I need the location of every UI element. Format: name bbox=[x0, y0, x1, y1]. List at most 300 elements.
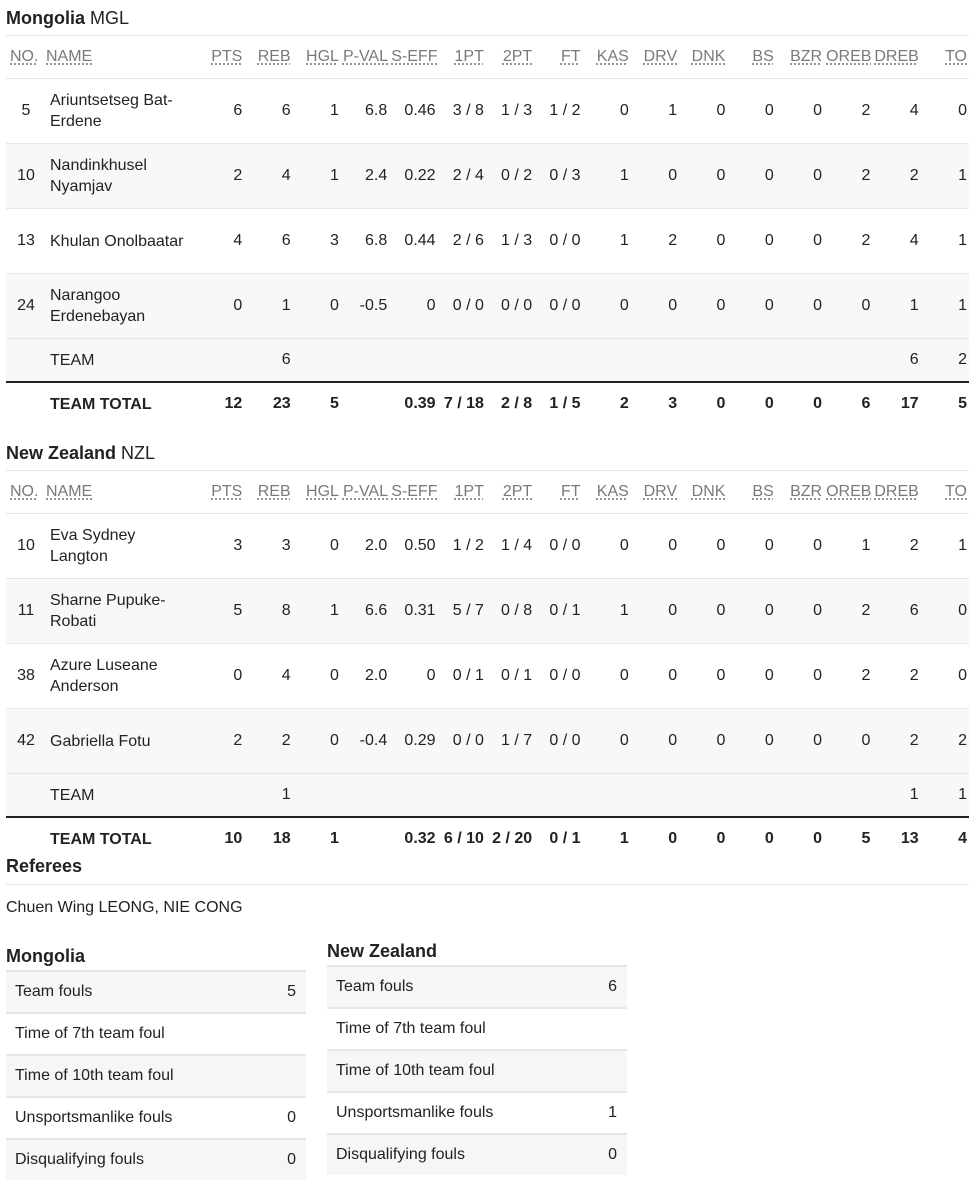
stat-cell: 0 bbox=[824, 274, 872, 339]
stat-cell: 6 bbox=[872, 339, 920, 383]
stat-cell: 2 / 20 bbox=[486, 817, 534, 860]
foul-row bbox=[327, 1049, 627, 1091]
stat-cell: 2 bbox=[824, 144, 872, 209]
fouls-mongolia bbox=[6, 946, 306, 1180]
stat-cell: 0 bbox=[824, 709, 872, 774]
stat-cell: 5 bbox=[921, 382, 969, 425]
stat-cell: 0 / 0 bbox=[486, 274, 534, 339]
stat-cell: 0 bbox=[389, 644, 437, 709]
stat-cell: 0 bbox=[679, 514, 727, 579]
stat-cell: 1 bbox=[293, 817, 341, 860]
stat-cell: 2 bbox=[196, 144, 244, 209]
column-header-label: BZR bbox=[790, 48, 823, 65]
stat-cell: 0 bbox=[293, 514, 341, 579]
stat-cell: 3 / 8 bbox=[438, 79, 486, 144]
column-header-drv[interactable] bbox=[631, 471, 679, 514]
stat-cell: 0 bbox=[776, 817, 824, 860]
stat-cell: 7 / 18 bbox=[438, 382, 486, 425]
stat-cell: 0.32 bbox=[389, 817, 437, 860]
foul-label: Time of 10th team foul bbox=[15, 1067, 174, 1084]
column-header-ft[interactable] bbox=[534, 471, 582, 514]
foul-row bbox=[327, 965, 627, 1007]
column-header-label: KAS bbox=[596, 483, 629, 500]
stat-cell: 0 bbox=[776, 144, 824, 209]
boxscore-table-new-zealand bbox=[6, 470, 969, 860]
column-header-label: NO. bbox=[10, 483, 39, 500]
column-header-dreb[interactable] bbox=[872, 471, 920, 514]
stat-cell: 6.8 bbox=[341, 79, 389, 144]
foul-row bbox=[327, 1133, 627, 1175]
stat-cell: 6 bbox=[872, 579, 920, 644]
stat-cell: 1 bbox=[583, 579, 631, 644]
stat-cell: 0 bbox=[727, 144, 775, 209]
team-heading-mongolia bbox=[6, 7, 129, 29]
column-header-pts[interactable] bbox=[196, 36, 244, 79]
column-header-dnk[interactable] bbox=[679, 471, 727, 514]
stat-cell: 3 bbox=[196, 514, 244, 579]
team-total-row bbox=[6, 382, 969, 425]
column-header-name[interactable] bbox=[44, 36, 196, 79]
stat-cell bbox=[486, 774, 534, 818]
stat-cell: 0 bbox=[727, 644, 775, 709]
stat-cell: 6 bbox=[244, 209, 292, 274]
foul-value: 0 bbox=[287, 1109, 296, 1126]
stat-cell bbox=[679, 339, 727, 383]
column-header-label: TO bbox=[945, 483, 967, 500]
foul-label: Unsportsmanlike fouls bbox=[15, 1109, 173, 1126]
stat-cell: 0 bbox=[196, 644, 244, 709]
column-header-label: HGL bbox=[306, 483, 339, 500]
column-header-bzr[interactable] bbox=[776, 36, 824, 79]
stat-cell bbox=[486, 339, 534, 383]
team-row bbox=[6, 774, 969, 818]
stat-cell: 0 bbox=[196, 274, 244, 339]
foul-row bbox=[327, 1007, 627, 1049]
stat-cell: 0 / 0 bbox=[534, 709, 582, 774]
stat-cell: 0 bbox=[389, 274, 437, 339]
stat-cell bbox=[534, 774, 582, 818]
stat-cell: 0 bbox=[631, 817, 679, 860]
player-row bbox=[6, 709, 969, 774]
foul-label: Team fouls bbox=[336, 978, 414, 995]
stat-cell: 2 bbox=[824, 579, 872, 644]
stat-cell: 0 bbox=[727, 817, 775, 860]
stat-cell: 0 bbox=[679, 709, 727, 774]
stat-cell: 0 bbox=[727, 79, 775, 144]
boxscore-table-mongolia bbox=[6, 35, 969, 425]
stat-cell: 6 bbox=[244, 339, 292, 383]
foul-row bbox=[327, 1091, 627, 1133]
stat-cell: 1 bbox=[631, 79, 679, 144]
stat-cell: 0 bbox=[631, 709, 679, 774]
player-number: 10 bbox=[6, 144, 44, 209]
column-header-pts[interactable] bbox=[196, 471, 244, 514]
stat-cell bbox=[679, 774, 727, 818]
team-name: Mongolia bbox=[6, 8, 85, 28]
stat-cell: 17 bbox=[872, 382, 920, 425]
stat-cell: 1 bbox=[824, 514, 872, 579]
foul-row bbox=[6, 1138, 306, 1180]
stat-cell: 1 / 4 bbox=[486, 514, 534, 579]
foul-row bbox=[6, 970, 306, 1012]
stat-cell: 0 bbox=[293, 644, 341, 709]
player-name[interactable]: Nandinkhusel Nyamjav bbox=[44, 144, 196, 209]
stat-cell bbox=[341, 817, 389, 860]
stat-cell: 4 bbox=[872, 209, 920, 274]
stat-cell: 0 bbox=[776, 274, 824, 339]
stat-cell: 0 bbox=[631, 579, 679, 644]
stat-cell: 3 bbox=[244, 514, 292, 579]
column-header-seff[interactable] bbox=[389, 36, 437, 79]
stat-cell bbox=[293, 339, 341, 383]
stat-cell bbox=[293, 774, 341, 818]
stat-cell bbox=[389, 774, 437, 818]
stat-cell: 0 bbox=[727, 709, 775, 774]
column-header-label: NAME bbox=[46, 483, 93, 500]
stat-cell: 2.4 bbox=[341, 144, 389, 209]
foul-label: Unsportsmanlike fouls bbox=[336, 1104, 494, 1121]
stat-cell: 4 bbox=[921, 817, 969, 860]
column-header-ft[interactable] bbox=[534, 36, 582, 79]
stat-cell: 1 / 2 bbox=[534, 79, 582, 144]
column-header-hgl[interactable] bbox=[293, 36, 341, 79]
stat-cell: 0 bbox=[583, 79, 631, 144]
foul-value: 0 bbox=[287, 1151, 296, 1168]
foul-row bbox=[6, 1012, 306, 1054]
stat-cell bbox=[583, 774, 631, 818]
column-header-label: 1PT bbox=[454, 483, 484, 500]
stat-cell: 0 bbox=[679, 79, 727, 144]
stat-cell: 0 bbox=[293, 709, 341, 774]
foul-label: Time of 7th team foul bbox=[15, 1025, 165, 1042]
stat-cell: 0 / 0 bbox=[534, 644, 582, 709]
stat-cell: 23 bbox=[244, 382, 292, 425]
stat-cell: 2.0 bbox=[341, 644, 389, 709]
stat-cell: 0 bbox=[631, 644, 679, 709]
stat-cell: 0 bbox=[631, 144, 679, 209]
team-row-label: TEAM bbox=[44, 339, 196, 383]
stat-cell: 0 / 8 bbox=[486, 579, 534, 644]
stat-cell: 1 bbox=[293, 579, 341, 644]
stat-cell: 2 bbox=[824, 209, 872, 274]
column-header-label: NAME bbox=[46, 48, 93, 65]
stat-cell: 6.6 bbox=[341, 579, 389, 644]
player-number: 42 bbox=[6, 709, 44, 774]
column-header-reb[interactable] bbox=[244, 36, 292, 79]
column-header-label: BZR bbox=[790, 483, 823, 500]
stat-cell: 0 / 2 bbox=[486, 144, 534, 209]
column-header-kas[interactable] bbox=[583, 471, 631, 514]
stat-cell: 0 bbox=[921, 79, 969, 144]
stat-cell: 2 / 6 bbox=[438, 209, 486, 274]
stat-cell: 0 bbox=[679, 382, 727, 425]
foul-label: Disqualifying fouls bbox=[15, 1151, 144, 1168]
stat-cell: 0 bbox=[776, 644, 824, 709]
stat-cell: 1 / 5 bbox=[534, 382, 582, 425]
stat-cell bbox=[196, 774, 244, 818]
stat-cell: 2 bbox=[631, 209, 679, 274]
player-name[interactable]: Azure Luseane Anderson bbox=[44, 644, 196, 709]
column-header-label: OREB bbox=[826, 48, 872, 65]
stat-cell: 0 bbox=[776, 514, 824, 579]
player-row bbox=[6, 514, 969, 579]
stat-cell: 1 bbox=[293, 79, 341, 144]
column-header-bzr[interactable] bbox=[776, 471, 824, 514]
stat-cell: 0 bbox=[776, 209, 824, 274]
column-header-to[interactable] bbox=[921, 36, 969, 79]
stat-cell bbox=[727, 339, 775, 383]
stat-cell bbox=[824, 339, 872, 383]
column-header-label: OREB bbox=[826, 483, 872, 500]
column-header-no[interactable] bbox=[6, 36, 44, 79]
column-header-reb[interactable] bbox=[244, 471, 292, 514]
column-header-bs[interactable] bbox=[727, 471, 775, 514]
column-header-2pt[interactable] bbox=[486, 471, 534, 514]
player-name[interactable]: Narangoo Erdenebayan bbox=[44, 274, 196, 339]
stat-cell: 0 bbox=[727, 209, 775, 274]
foul-value: 5 bbox=[287, 983, 296, 1000]
header-row bbox=[6, 36, 969, 79]
team-row-spacer bbox=[6, 339, 44, 383]
stat-cell: 0 bbox=[631, 274, 679, 339]
player-row bbox=[6, 144, 969, 209]
stat-cell: 0 bbox=[776, 709, 824, 774]
player-name[interactable]: Eva Sydney Langton bbox=[44, 514, 196, 579]
column-header-dnk[interactable] bbox=[679, 36, 727, 79]
stat-cell bbox=[824, 774, 872, 818]
player-name[interactable]: Khulan Onolbaatar bbox=[44, 209, 196, 274]
column-header-label: 2PT bbox=[502, 483, 533, 500]
stat-cell: 1 bbox=[583, 209, 631, 274]
referees-divider bbox=[6, 884, 969, 885]
stat-cell: 0 bbox=[679, 209, 727, 274]
stat-cell: 1 bbox=[921, 209, 969, 274]
column-header-drv[interactable] bbox=[631, 36, 679, 79]
stat-cell bbox=[631, 774, 679, 818]
stat-cell: 0 bbox=[583, 514, 631, 579]
stat-cell: 6 bbox=[196, 79, 244, 144]
stat-cell bbox=[438, 339, 486, 383]
stat-cell bbox=[776, 774, 824, 818]
player-row bbox=[6, 579, 969, 644]
column-header-label: DREB bbox=[874, 48, 919, 65]
column-header-label: DRV bbox=[643, 483, 678, 500]
stat-cell: 0.46 bbox=[389, 79, 437, 144]
stat-cell: 0.44 bbox=[389, 209, 437, 274]
column-header-label: REB bbox=[257, 483, 291, 500]
column-header-label: DNK bbox=[691, 48, 726, 65]
foul-label: Team fouls bbox=[15, 983, 93, 1000]
stat-cell: 5 bbox=[196, 579, 244, 644]
team-heading-new-zealand bbox=[6, 442, 155, 464]
stat-cell: 0 bbox=[679, 274, 727, 339]
foul-row bbox=[6, 1096, 306, 1138]
team-name: New Zealand bbox=[6, 443, 117, 463]
column-header-bs[interactable] bbox=[727, 36, 775, 79]
column-header-label: KAS bbox=[596, 48, 629, 65]
team-total-label: TEAM TOTAL bbox=[44, 382, 196, 425]
column-header-label: S-EFF bbox=[391, 483, 438, 500]
stat-cell: 0 / 0 bbox=[438, 709, 486, 774]
stat-cell: 0 / 0 bbox=[438, 274, 486, 339]
stat-cell: 0 bbox=[921, 644, 969, 709]
column-header-label: FT bbox=[560, 48, 581, 65]
stat-cell: 10 bbox=[196, 817, 244, 860]
player-name[interactable]: Sharne Pupuke-Robati bbox=[44, 579, 196, 644]
foul-row bbox=[6, 1054, 306, 1096]
stat-cell: 0 bbox=[679, 579, 727, 644]
stat-cell: 0 bbox=[631, 514, 679, 579]
stat-cell: 0.31 bbox=[389, 579, 437, 644]
stat-cell bbox=[776, 339, 824, 383]
stat-cell: 0 / 0 bbox=[534, 274, 582, 339]
stat-cell: 0.39 bbox=[389, 382, 437, 425]
stat-cell: 1 / 7 bbox=[486, 709, 534, 774]
stat-cell: 6 bbox=[244, 79, 292, 144]
column-header-oreb[interactable] bbox=[824, 36, 872, 79]
stat-cell: 0 bbox=[293, 274, 341, 339]
column-header-1pt[interactable] bbox=[438, 36, 486, 79]
stat-cell: 2 bbox=[921, 339, 969, 383]
fouls-new-zealand bbox=[327, 941, 627, 1175]
stat-cell: 2 bbox=[872, 144, 920, 209]
stat-cell: 0 / 1 bbox=[438, 644, 486, 709]
stat-cell: 1 / 3 bbox=[486, 209, 534, 274]
team-code: NZL bbox=[121, 443, 156, 463]
referees-title: Referees bbox=[6, 856, 83, 876]
column-header-label: BS bbox=[752, 483, 774, 500]
stat-cell: 2 bbox=[583, 382, 631, 425]
stat-cell: 2 bbox=[921, 709, 969, 774]
column-header-label: S-EFF bbox=[391, 48, 438, 65]
stat-cell: 2 bbox=[872, 644, 920, 709]
column-header-label: P-VAL bbox=[342, 48, 388, 65]
column-header-pval[interactable] bbox=[341, 471, 389, 514]
stat-cell: 0 bbox=[776, 79, 824, 144]
stat-cell: 0.50 bbox=[389, 514, 437, 579]
stat-cell: -0.4 bbox=[341, 709, 389, 774]
column-header-label: PTS bbox=[211, 48, 243, 65]
column-header-kas[interactable] bbox=[583, 36, 631, 79]
column-header-pval[interactable] bbox=[341, 36, 389, 79]
column-header-label: PTS bbox=[211, 483, 243, 500]
stat-cell: 1 bbox=[244, 774, 292, 818]
column-header-label: BS bbox=[752, 48, 774, 65]
column-header-oreb[interactable] bbox=[824, 471, 872, 514]
column-header-label: DNK bbox=[691, 483, 726, 500]
stat-cell: 6 / 10 bbox=[438, 817, 486, 860]
stat-cell bbox=[341, 339, 389, 383]
stat-cell: 1 bbox=[583, 144, 631, 209]
stat-cell: 1 bbox=[872, 274, 920, 339]
total-row-spacer bbox=[6, 817, 44, 860]
column-header-label: REB bbox=[257, 48, 291, 65]
column-header-label: 1PT bbox=[454, 48, 484, 65]
column-header-label: FT bbox=[560, 483, 581, 500]
column-header-name[interactable] bbox=[44, 471, 196, 514]
column-header-hgl[interactable] bbox=[293, 471, 341, 514]
fouls-team-title: Mongolia bbox=[6, 946, 85, 966]
stat-cell: 3 bbox=[293, 209, 341, 274]
stat-cell: 0 / 1 bbox=[534, 817, 582, 860]
player-number: 24 bbox=[6, 274, 44, 339]
column-header-label: DREB bbox=[874, 483, 919, 500]
stat-cell: 1 bbox=[921, 274, 969, 339]
player-name[interactable]: Gabriella Fotu bbox=[44, 709, 196, 774]
stat-cell: 2 / 8 bbox=[486, 382, 534, 425]
column-header-2pt[interactable] bbox=[486, 36, 534, 79]
column-header-no[interactable] bbox=[6, 471, 44, 514]
stat-cell: 0 bbox=[776, 579, 824, 644]
stat-cell bbox=[583, 339, 631, 383]
stat-cell: 5 bbox=[293, 382, 341, 425]
stat-cell: 0 bbox=[921, 579, 969, 644]
player-number: 11 bbox=[6, 579, 44, 644]
stat-cell: 5 bbox=[824, 817, 872, 860]
stat-cell: 0 bbox=[727, 382, 775, 425]
column-header-1pt[interactable] bbox=[438, 471, 486, 514]
stat-cell bbox=[631, 339, 679, 383]
column-header-dreb[interactable] bbox=[872, 36, 920, 79]
stat-cell: 6 bbox=[824, 382, 872, 425]
team-row-spacer bbox=[6, 774, 44, 818]
team-row-label: TEAM bbox=[44, 774, 196, 818]
player-number: 13 bbox=[6, 209, 44, 274]
player-name[interactable]: Ariuntsetseg Bat-Erdene bbox=[44, 79, 196, 144]
column-header-to[interactable] bbox=[921, 471, 969, 514]
stat-cell: 0 bbox=[679, 817, 727, 860]
foul-value: 6 bbox=[608, 978, 617, 995]
stat-cell: 4 bbox=[872, 79, 920, 144]
stat-cell: 2 bbox=[824, 79, 872, 144]
stat-cell: 0 / 0 bbox=[534, 514, 582, 579]
stat-cell: 0.22 bbox=[389, 144, 437, 209]
foul-value: 0 bbox=[608, 1146, 617, 1163]
stat-cell: 3 bbox=[631, 382, 679, 425]
stat-cell: 0 bbox=[727, 514, 775, 579]
column-header-seff[interactable] bbox=[389, 471, 437, 514]
stat-cell: 0 bbox=[776, 382, 824, 425]
stat-cell: 1 bbox=[872, 774, 920, 818]
stat-cell: 0 bbox=[727, 579, 775, 644]
column-header-label: NO. bbox=[10, 48, 39, 65]
fouls-team-title: New Zealand bbox=[327, 941, 438, 961]
referees-names: Chuen Wing LEONG, NIE CONG bbox=[6, 899, 243, 916]
team-code: MGL bbox=[90, 8, 130, 28]
stat-cell bbox=[438, 774, 486, 818]
stat-cell: 2 bbox=[244, 709, 292, 774]
stat-cell: 2.0 bbox=[341, 514, 389, 579]
stat-cell bbox=[727, 774, 775, 818]
foul-value: 1 bbox=[608, 1104, 617, 1121]
player-number: 5 bbox=[6, 79, 44, 144]
stat-cell: 8 bbox=[244, 579, 292, 644]
stat-cell: 12 bbox=[196, 382, 244, 425]
stat-cell: 0 bbox=[583, 709, 631, 774]
stat-cell: 18 bbox=[244, 817, 292, 860]
column-header-label: P-VAL bbox=[342, 483, 388, 500]
stat-cell: -0.5 bbox=[341, 274, 389, 339]
stat-cell bbox=[534, 339, 582, 383]
team-total-label: TEAM TOTAL bbox=[44, 817, 196, 860]
foul-label: Disqualifying fouls bbox=[336, 1146, 465, 1163]
team-total-row bbox=[6, 817, 969, 860]
stat-cell bbox=[341, 774, 389, 818]
stat-cell: 0 / 0 bbox=[534, 209, 582, 274]
stat-cell: 1 bbox=[921, 144, 969, 209]
stat-cell bbox=[389, 339, 437, 383]
stat-cell: 0 / 1 bbox=[534, 579, 582, 644]
